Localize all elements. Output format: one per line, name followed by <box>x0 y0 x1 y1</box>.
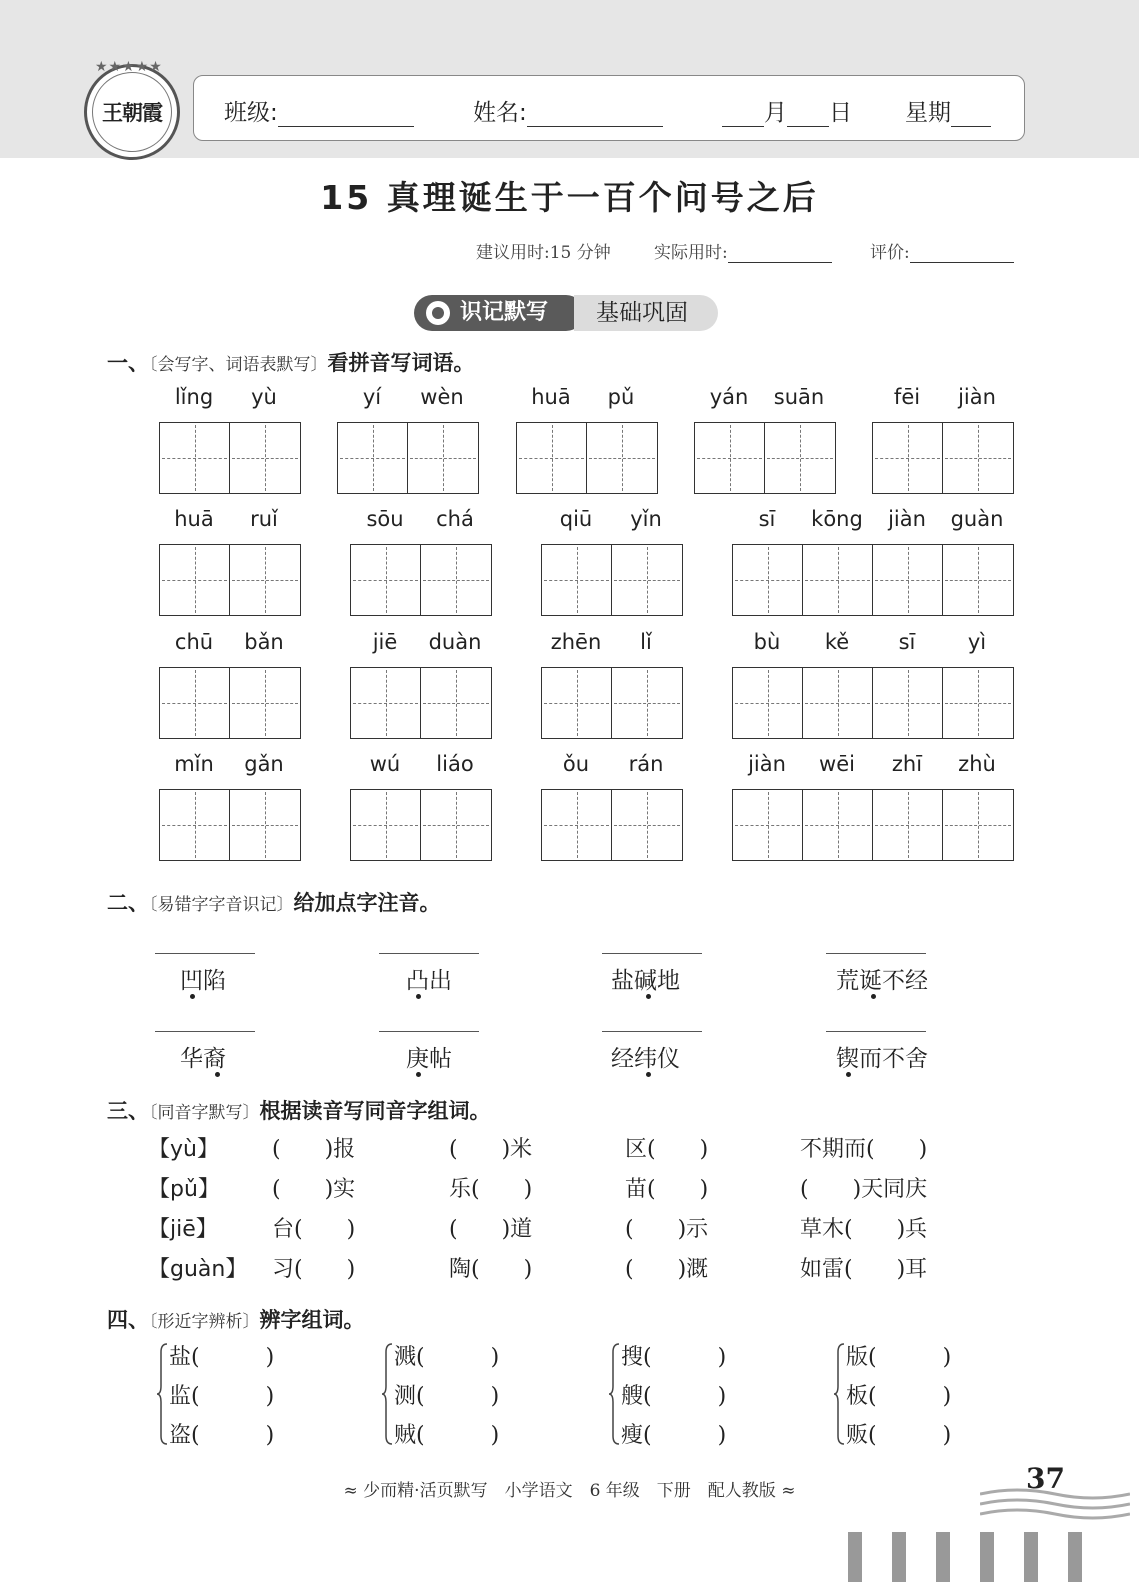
name-field[interactable] <box>527 101 663 127</box>
pinyin-label: yù <box>251 385 277 409</box>
fill-blank-word[interactable]: ( )米 <box>449 1137 533 1162</box>
pinyin-label: zhù <box>958 752 996 776</box>
section4-heading <box>107 1304 365 1334</box>
stripe-decoration <box>848 1532 1082 1582</box>
weekday-field[interactable] <box>951 101 991 127</box>
logo-text: 王朝霞 <box>102 100 162 125</box>
grid-cell[interactable] <box>230 668 300 738</box>
grid-cell[interactable] <box>873 423 943 493</box>
fill-blank-word[interactable]: 艘( ) <box>621 1384 727 1409</box>
emphasis-dot <box>190 994 195 999</box>
fill-blank-word[interactable]: 版( ) <box>846 1345 952 1370</box>
pinyin-label: zhī <box>891 752 923 776</box>
grid-cell[interactable] <box>873 668 943 738</box>
pinyin-label: pǔ <box>607 385 635 409</box>
pinyin-bracket: 【guàn】 <box>148 1257 248 1282</box>
emphasis-dot <box>871 994 876 999</box>
grid-cell[interactable] <box>612 545 682 615</box>
grid-cell[interactable] <box>873 545 943 615</box>
grid-cell[interactable] <box>542 668 612 738</box>
section1-tag: 〔会写字、词语表默写〕 <box>149 355 328 375</box>
grid-cell[interactable] <box>943 790 1013 860</box>
pinyin-label: guàn <box>950 507 1004 531</box>
section3-num: 三、 <box>107 1099 149 1123</box>
pinyin-label: yì <box>967 630 987 654</box>
pinyin-label: wēi <box>819 752 855 776</box>
pinyin-label: duàn <box>428 630 482 654</box>
pinyin-label: jiàn <box>958 385 996 409</box>
evaluation-label: 评价: <box>870 243 910 263</box>
fill-blank-word[interactable]: 盗( ) <box>169 1423 275 1448</box>
writing-grid[interactable] <box>732 667 1014 739</box>
fill-blank-word[interactable]: 测( ) <box>394 1384 500 1409</box>
emphasis-dot <box>215 1072 220 1077</box>
emphasis-dot <box>416 994 421 999</box>
pinyin-bracket: 【pǔ】 <box>148 1177 220 1202</box>
grid-cell[interactable] <box>421 545 491 615</box>
pinyin-label: ruǐ <box>250 507 278 531</box>
class-field[interactable] <box>278 101 414 127</box>
section4-num: 四、 <box>107 1308 149 1332</box>
writing-grid[interactable] <box>350 544 492 616</box>
page-title: 15 真理诞生于一百个问号之后 <box>320 178 819 217</box>
dotted-word: 庚帖 <box>406 1046 452 1072</box>
grid-cell[interactable] <box>943 545 1013 615</box>
fill-blank-word[interactable]: 习( ) <box>272 1257 356 1282</box>
grid-cell[interactable] <box>765 423 835 493</box>
month-field[interactable] <box>722 101 764 127</box>
answer-line[interactable] <box>602 953 702 954</box>
section3-instruction: 根据读音写同音字组词。 <box>259 1099 491 1123</box>
writing-grid[interactable] <box>541 667 683 739</box>
section3-heading <box>107 1095 491 1125</box>
pinyin-label: huā <box>174 507 214 531</box>
dotted-word: 盐碱地 <box>611 968 680 994</box>
pinyin-label: yán <box>709 385 749 409</box>
banner-right: 基础巩固 <box>574 295 718 331</box>
name-label: 姓名: <box>473 100 527 126</box>
writing-grid[interactable] <box>732 789 1014 861</box>
grid-cell[interactable] <box>160 668 230 738</box>
section3-tag: 〔同音字默写〕 <box>149 1103 260 1123</box>
fill-blank-word[interactable]: ( )实 <box>272 1177 356 1202</box>
writing-grid[interactable] <box>694 422 836 494</box>
answer-line[interactable] <box>826 1031 926 1032</box>
emphasis-dot <box>646 1072 651 1077</box>
medal-icon <box>426 301 450 325</box>
grid-cell[interactable] <box>587 423 657 493</box>
pinyin-bracket: 【jiē】 <box>148 1217 218 1242</box>
student-info-box <box>193 75 1025 141</box>
pinyin-label: wèn <box>420 385 464 409</box>
evaluation <box>870 238 1014 263</box>
fill-blank-word[interactable]: ( )溉 <box>625 1257 709 1282</box>
writing-grid[interactable] <box>872 422 1014 494</box>
grid-cell[interactable] <box>351 668 421 738</box>
grid-cell[interactable] <box>695 423 765 493</box>
grid-cell[interactable] <box>542 790 612 860</box>
pinyin-label: liáo <box>436 752 474 776</box>
grid-cell[interactable] <box>160 790 230 860</box>
pinyin-bracket: 【yù】 <box>148 1137 219 1162</box>
answer-line[interactable] <box>826 953 926 954</box>
evaluation-field[interactable] <box>910 243 1014 263</box>
writing-grid[interactable] <box>541 544 683 616</box>
class-label: 班级: <box>224 100 278 126</box>
pinyin-label: sī <box>758 507 776 531</box>
writing-grid[interactable] <box>350 667 492 739</box>
pinyin-label: gǎn <box>244 752 284 776</box>
grid-cell[interactable] <box>230 790 300 860</box>
dotted-word: 经纬仪 <box>611 1046 680 1072</box>
pinyin-label: jiàn <box>888 507 926 531</box>
section1-num: 一、 <box>107 351 149 375</box>
fill-blank-word[interactable]: 草木( )兵 <box>800 1217 928 1242</box>
pinyin-label: lǐ <box>640 630 652 654</box>
fill-blank-word[interactable]: 溅( ) <box>394 1345 500 1370</box>
pinyin-label: bù <box>753 630 781 654</box>
grid-cell[interactable] <box>943 668 1013 738</box>
fill-blank-word[interactable]: 瘦( ) <box>621 1423 727 1448</box>
fill-blank-word[interactable]: 区( ) <box>625 1137 709 1162</box>
pinyin-label: qiū <box>559 507 593 531</box>
grid-cell[interactable] <box>542 545 612 615</box>
grid-cell[interactable] <box>612 668 682 738</box>
day-label: 日 <box>829 100 852 126</box>
answer-line[interactable] <box>155 953 255 954</box>
banner-left-label: 识记默写 <box>460 300 549 325</box>
pinyin-label: ǒu <box>562 752 590 776</box>
pinyin-label: sōu <box>366 507 404 531</box>
pinyin-label: yí <box>362 385 382 409</box>
grid-cell[interactable] <box>733 668 803 738</box>
answer-line[interactable] <box>155 1031 255 1032</box>
dotted-word: 锲而不舍 <box>836 1046 928 1072</box>
dotted-word: 凹陷 <box>180 968 226 994</box>
dotted-word: 荒诞不经 <box>836 968 928 994</box>
grid-cell[interactable] <box>733 545 803 615</box>
writing-grid[interactable] <box>541 789 683 861</box>
fill-blank-word[interactable]: 盐( ) <box>169 1345 275 1370</box>
grid-cell[interactable] <box>160 545 230 615</box>
pinyin-label: fēi <box>893 385 921 409</box>
pinyin-label: mǐn <box>174 752 214 776</box>
grid-cell[interactable] <box>803 668 873 738</box>
grid-cell[interactable] <box>230 423 300 493</box>
weekday-label: 星期 <box>905 100 951 126</box>
suggested-time: 建议用时:15 分钟 <box>476 243 611 263</box>
grid-cell[interactable] <box>803 545 873 615</box>
fill-blank-word[interactable]: 搜( ) <box>621 1345 727 1370</box>
fill-blank-word[interactable]: ( )报 <box>272 1137 356 1162</box>
grid-cell[interactable] <box>421 790 491 860</box>
fill-blank-word[interactable]: 不期而( ) <box>800 1137 928 1162</box>
fill-blank-word[interactable]: 贩( ) <box>846 1423 952 1448</box>
grid-cell[interactable] <box>421 668 491 738</box>
answer-line[interactable] <box>602 1031 702 1032</box>
day-field[interactable] <box>787 101 829 127</box>
grid-cell[interactable] <box>338 423 408 493</box>
writing-grid[interactable] <box>337 422 479 494</box>
pinyin-label: chū <box>174 630 214 654</box>
dotted-word: 凸出 <box>406 968 452 994</box>
grid-cell[interactable] <box>408 423 478 493</box>
banner-left <box>414 295 584 331</box>
pinyin-label: jiē <box>372 630 398 654</box>
grid-cell[interactable] <box>733 790 803 860</box>
dotted-word: 华裔 <box>180 1046 226 1072</box>
section2-num: 二、 <box>107 891 149 915</box>
writing-grid[interactable] <box>516 422 658 494</box>
section4-tag: 〔形近字辨析〕 <box>149 1312 260 1332</box>
writing-grid[interactable] <box>159 789 301 861</box>
section4-instruction: 辨字组词。 <box>259 1308 365 1332</box>
pinyin-label: kōng <box>811 507 863 531</box>
grid-cell[interactable] <box>873 790 943 860</box>
pinyin-label: bǎn <box>244 630 284 654</box>
answer-line[interactable] <box>379 953 479 954</box>
grid-cell[interactable] <box>612 790 682 860</box>
emphasis-dot <box>416 1072 421 1077</box>
footer-text: ≈ 少而精·活页默写 小学语文 6 年级 下册 配人教版 ≈ <box>343 1481 796 1501</box>
publisher-logo <box>84 59 180 160</box>
emphasis-dot <box>646 994 651 999</box>
pinyin-label: chá <box>436 507 474 531</box>
section1-instruction: 看拼音写词语。 <box>327 351 475 375</box>
fill-blank-word[interactable]: ( )天同庆 <box>800 1177 928 1202</box>
star-icon: ★★★★★ <box>95 59 163 75</box>
pinyin-label: huā <box>531 385 571 409</box>
fill-blank-word[interactable]: ( )道 <box>449 1217 533 1242</box>
actual-time-label: 实际用时: <box>654 243 728 263</box>
actual-time <box>654 238 832 263</box>
pinyin-label: yǐn <box>630 507 662 531</box>
fill-blank-word[interactable]: 板( ) <box>846 1384 952 1409</box>
grid-cell[interactable] <box>351 545 421 615</box>
grid-cell[interactable] <box>230 545 300 615</box>
pinyin-label: zhēn <box>550 630 602 654</box>
section2-heading <box>107 887 441 917</box>
answer-line[interactable] <box>379 1031 479 1032</box>
grid-cell[interactable] <box>160 423 230 493</box>
fill-blank-word[interactable]: 苗( ) <box>625 1177 709 1202</box>
writing-grid[interactable] <box>732 544 1014 616</box>
fill-blank-word[interactable]: 陶( ) <box>449 1257 533 1282</box>
section1-heading <box>107 347 475 377</box>
section2-tag: 〔易错字字音识记〕 <box>149 895 294 915</box>
emphasis-dot <box>846 1072 851 1077</box>
fill-blank-word[interactable]: 台( ) <box>272 1217 356 1242</box>
pinyin-label: jiàn <box>748 752 786 776</box>
grid-cell[interactable] <box>803 790 873 860</box>
pinyin-label: rán <box>628 752 664 776</box>
pinyin-label: sī <box>898 630 916 654</box>
page-number: 37 <box>1026 1462 1065 1495</box>
wave-decoration <box>980 1486 1130 1522</box>
fill-blank-word[interactable]: 如雷( )耳 <box>800 1257 928 1282</box>
pinyin-label: wú <box>369 752 401 776</box>
writing-grid[interactable] <box>159 544 301 616</box>
actual-time-field[interactable] <box>728 243 832 263</box>
pinyin-label: kě <box>824 630 850 654</box>
section2-instruction: 给加点字注音。 <box>293 891 441 915</box>
grid-cell[interactable] <box>517 423 587 493</box>
writing-grid[interactable] <box>350 789 492 861</box>
fill-blank-word[interactable]: 乐( ) <box>449 1177 533 1202</box>
fill-blank-word[interactable]: 贼( ) <box>394 1423 500 1448</box>
writing-grid[interactable] <box>159 422 301 494</box>
writing-grid[interactable] <box>159 667 301 739</box>
fill-blank-word[interactable]: ( )示 <box>625 1217 709 1242</box>
grid-cell[interactable] <box>351 790 421 860</box>
month-label: 月 <box>764 100 787 126</box>
pinyin-label: lǐng <box>174 385 214 409</box>
grid-cell[interactable] <box>943 423 1013 493</box>
pinyin-label: suān <box>773 385 825 409</box>
fill-blank-word[interactable]: 监( ) <box>169 1384 275 1409</box>
